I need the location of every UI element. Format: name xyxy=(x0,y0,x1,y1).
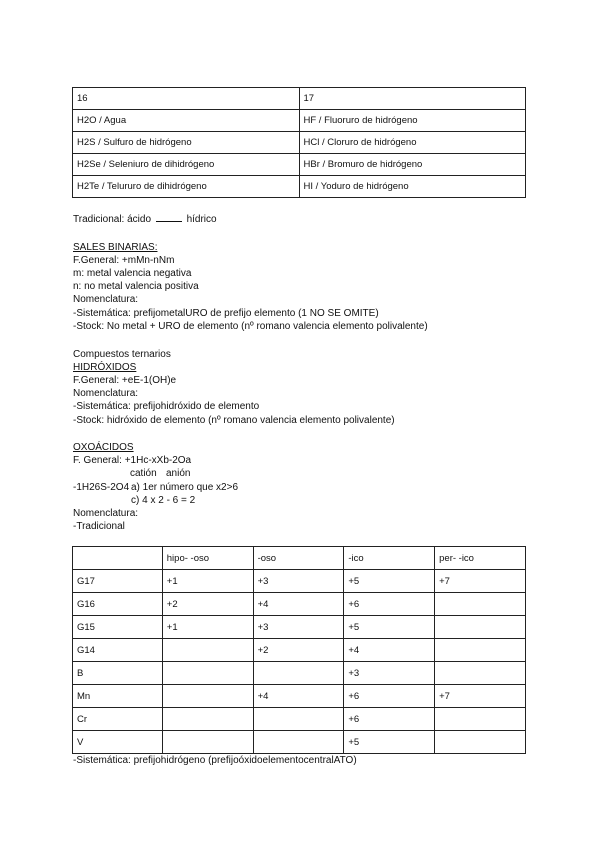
table-cell: +4 xyxy=(253,593,344,616)
example-formula: -1H26S-2O4 xyxy=(73,482,130,493)
ternarios-heading: Compuestos ternarios xyxy=(73,349,171,360)
table-cell: +6 xyxy=(344,593,435,616)
text-line: -Tradicional xyxy=(73,521,125,532)
table-cell: +3 xyxy=(344,662,435,685)
footer-line: -Sistemática: prefijohidrógeno (prefijoóxidoelementocentralATO) xyxy=(73,755,357,766)
tradicional-prefix: Tradicional: ácido xyxy=(73,214,152,225)
hidroxidos-title: HIDRÓXIDOS xyxy=(73,362,137,373)
table-cell: +3 xyxy=(253,570,344,593)
tradicional-suffix: hídrico xyxy=(186,214,217,225)
table-row xyxy=(73,662,526,685)
table-row xyxy=(73,708,526,731)
table-row xyxy=(73,88,526,110)
table-cell: -ico xyxy=(344,547,435,570)
oxoacidos-title: OXOÁCIDOS xyxy=(73,442,134,453)
table-row xyxy=(73,154,526,176)
text-line: -Sistemática: prefijohidróxido de elemento xyxy=(73,401,260,412)
table-row xyxy=(73,639,526,662)
table-cell xyxy=(435,639,526,662)
table-cell: +1 xyxy=(162,570,253,593)
table-cell: +4 xyxy=(253,685,344,708)
text-line: -Stock: hidróxido de elemento (nº romano valencia elemento polivalente) xyxy=(73,415,395,426)
table-header-row xyxy=(73,547,526,570)
table-cell xyxy=(435,708,526,731)
table-cell: +7 xyxy=(435,685,526,708)
table-cell: +5 xyxy=(344,616,435,639)
table-cell: H2O / Agua xyxy=(73,110,300,132)
table-cell xyxy=(253,662,344,685)
table-cell xyxy=(253,708,344,731)
table-cell: per- -ico xyxy=(435,547,526,570)
anion-label: anión xyxy=(166,468,191,479)
table-cell: +7 xyxy=(435,570,526,593)
table-row xyxy=(73,110,526,132)
tradicional-line xyxy=(73,213,217,226)
table-cell: 16 xyxy=(73,88,300,110)
table-cell xyxy=(162,731,253,754)
hydrides-table xyxy=(72,87,526,198)
table-cell: G15 xyxy=(73,616,163,639)
table-cell: -oso xyxy=(253,547,344,570)
table-cell: HF / Fluoruro de hidrógeno xyxy=(299,110,526,132)
table-cell xyxy=(162,639,253,662)
step-a: a) 1er número que x2>6 xyxy=(131,482,239,493)
table-cell xyxy=(435,593,526,616)
table-cell: G16 xyxy=(73,593,163,616)
table-row xyxy=(73,570,526,593)
table-row xyxy=(73,731,526,754)
text-line: Nomenclatura: xyxy=(73,294,139,305)
cation-label: catión xyxy=(130,468,157,479)
table-cell: +5 xyxy=(344,570,435,593)
table-cell: hipo- -oso xyxy=(162,547,253,570)
table-cell xyxy=(435,731,526,754)
table-cell: HI / Yoduro de hidrógeno xyxy=(299,176,526,198)
table-cell xyxy=(162,662,253,685)
text-line: n: no metal valencia positiva xyxy=(73,281,199,292)
table-cell: Cr xyxy=(73,708,163,731)
table-cell: +4 xyxy=(344,639,435,662)
text-line: Nomenclatura: xyxy=(73,508,139,519)
table-cell: H2S / Sulfuro de hidrógeno xyxy=(73,132,300,154)
table-cell: G17 xyxy=(73,570,163,593)
table-cell: +3 xyxy=(253,616,344,639)
valence-table xyxy=(72,546,526,754)
text-line: F.General: +eE-1(OH)e xyxy=(73,375,177,386)
table-cell: +2 xyxy=(253,639,344,662)
table-row xyxy=(73,132,526,154)
table-cell: +1 xyxy=(162,616,253,639)
text-line: Nomenclatura: xyxy=(73,388,139,399)
table-cell: +5 xyxy=(344,731,435,754)
table-cell: B xyxy=(73,662,163,685)
table-cell: +6 xyxy=(344,708,435,731)
table-cell: HCl / Cloruro de hidrógeno xyxy=(299,132,526,154)
table-cell xyxy=(435,616,526,639)
table-cell: H2Se / Seleniuro de dihidrógeno xyxy=(73,154,300,176)
text-line: F.General: +mMn-nNm xyxy=(73,255,175,266)
oxoacidos-general: F. General: +1Hc-xXb-2Oa xyxy=(73,455,192,466)
table-row xyxy=(73,685,526,708)
table-cell xyxy=(253,731,344,754)
table-cell: H2Te / Telururo de dihidrógeno xyxy=(73,176,300,198)
table-row xyxy=(73,616,526,639)
table-cell: V xyxy=(73,731,163,754)
text-line: m: metal valencia negativa xyxy=(73,268,192,279)
step-c: c) 4 x 2 - 6 = 2 xyxy=(131,495,196,506)
table-row xyxy=(73,593,526,616)
sales-binarias-title: SALES BINARIAS: xyxy=(73,242,158,253)
table-cell xyxy=(162,685,253,708)
table-cell: HBr / Bromuro de hidrógeno xyxy=(299,154,526,176)
table-cell xyxy=(73,547,163,570)
table-cell xyxy=(162,708,253,731)
table-cell: G14 xyxy=(73,639,163,662)
table-row xyxy=(73,176,526,198)
table-cell: +2 xyxy=(162,593,253,616)
text-line: -Stock: No metal + URO de elemento (nº romano valencia elemento polivalente) xyxy=(73,321,428,332)
table-cell: 17 xyxy=(299,88,526,110)
table-cell: Mn xyxy=(73,685,163,708)
table-cell xyxy=(435,662,526,685)
text-line: -Sistemática: prefijometalURO de prefijo elemento (1 NO SE OMITE) xyxy=(73,308,379,319)
blank-underline xyxy=(156,213,182,222)
table-cell: +6 xyxy=(344,685,435,708)
